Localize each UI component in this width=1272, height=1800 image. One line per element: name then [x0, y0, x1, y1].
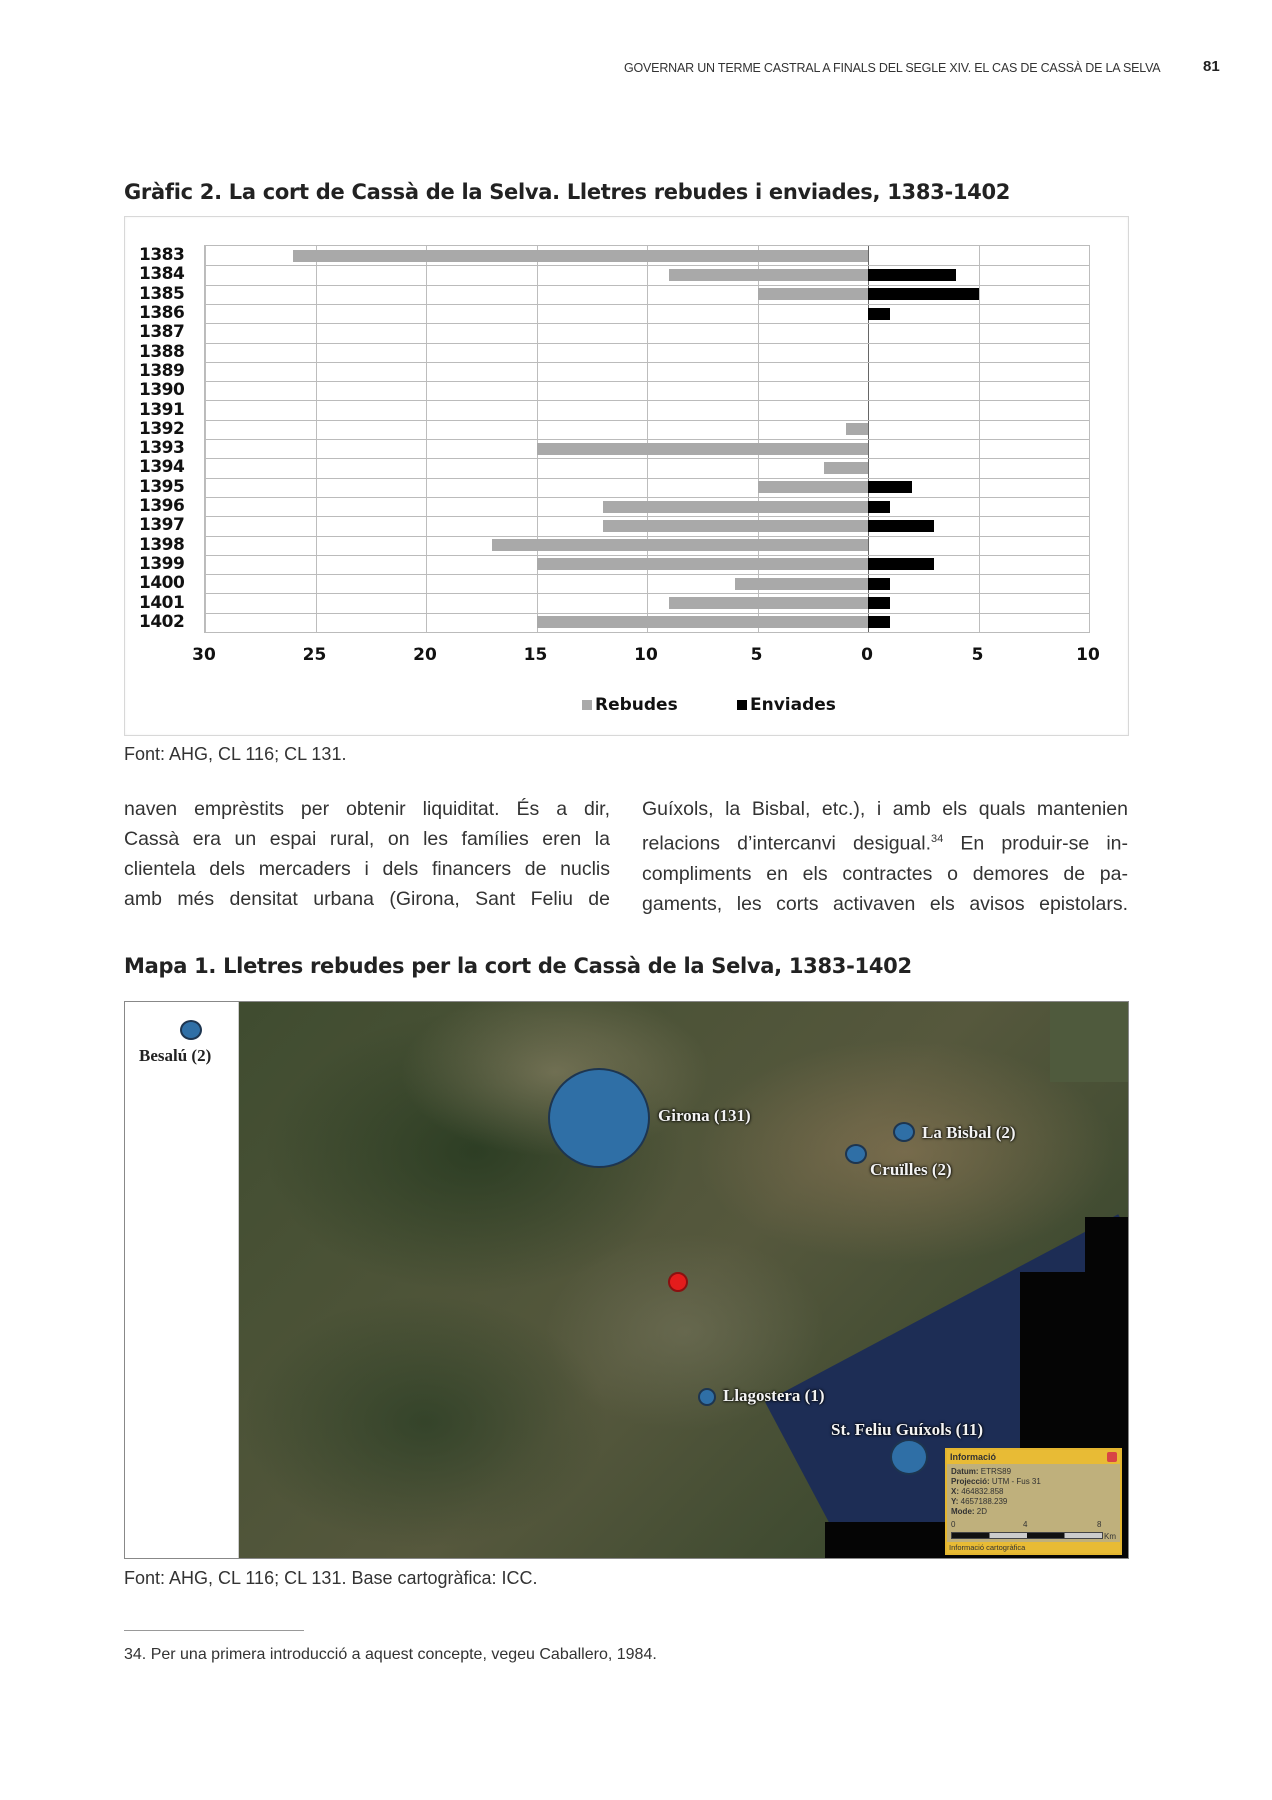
- bar-enviades-1384: [868, 269, 956, 281]
- x-tick-label: 25: [302, 645, 327, 665]
- legend-item-rebudes: [582, 695, 678, 715]
- bar-rebudes-1384: [669, 269, 868, 281]
- gridline-horizontal: [205, 439, 1089, 440]
- marker-girona[interactable]: [548, 1068, 650, 1168]
- x-coord-label: X:: [951, 1487, 959, 1496]
- bar-rebudes-1392: [846, 423, 868, 435]
- bar-rebudes-1393: [537, 443, 869, 455]
- marker-st-feliu-guixols[interactable]: [890, 1439, 928, 1475]
- gridline-horizontal: [205, 285, 1089, 286]
- bar-enviades-1402: [868, 616, 890, 628]
- y-tick-label: 1392: [139, 418, 185, 439]
- datum-label: Datum:: [951, 1467, 979, 1476]
- bar-rebudes-1402: [537, 616, 869, 628]
- y-tick-label: 1388: [139, 341, 185, 362]
- gridline-horizontal: [205, 593, 1089, 594]
- gridline-horizontal: [205, 497, 1089, 498]
- gridline-horizontal: [205, 323, 1089, 324]
- x-tick-label: 0: [861, 645, 873, 665]
- x-tick-label: 20: [413, 645, 437, 665]
- bar-rebudes-1400: [735, 578, 868, 590]
- label-la-bisbal: La Bisbal (2): [922, 1123, 1016, 1142]
- info-panel-title: Informació: [950, 1452, 997, 1462]
- y-tick-label: 1397: [139, 515, 185, 536]
- label-cruilles: Cruïlles (2): [870, 1160, 952, 1179]
- scale-unit: Km: [1104, 1532, 1116, 1541]
- gridline-horizontal: [205, 420, 1089, 421]
- y-tick-label: 1399: [139, 553, 185, 574]
- body-column-right: [642, 794, 1128, 919]
- scale-tick: 0: [951, 1520, 956, 1529]
- running-head: GOVERNAR UN TERME CASTRAL A FINALS DEL SEGLE XIV. EL CAS DE CASSÀ DE LA SELVA: [624, 61, 1161, 75]
- bar-rebudes-1399: [537, 558, 869, 570]
- info-panel-body: [947, 1464, 1120, 1520]
- y-tick-label: 1398: [139, 534, 185, 555]
- bar-enviades-1397: [868, 520, 934, 532]
- bar-enviades-1385: [868, 288, 979, 300]
- marker-la-bisbal[interactable]: [893, 1122, 915, 1142]
- satellite-map: [124, 1001, 1129, 1559]
- y-tick-label: 1401: [139, 592, 185, 613]
- y-tick-label: 1387: [139, 322, 185, 343]
- gridline-horizontal: [205, 343, 1089, 344]
- y-tick-label: 1384: [139, 264, 185, 285]
- body-line: compliments en els contractes o demores de pa-: [642, 862, 1128, 885]
- bar-enviades-1400: [868, 578, 890, 590]
- body-line: gaments, les corts activaven els avisos epistolars.: [642, 892, 1128, 915]
- bar-rebudes-1398: [492, 539, 868, 551]
- bar-enviades-1399: [868, 558, 934, 570]
- legend-label-enviades: Enviades: [750, 695, 836, 715]
- y-tick-label: 1395: [139, 476, 185, 497]
- footnote-divider: [124, 1630, 304, 1631]
- x-tick-label: 10: [634, 645, 658, 665]
- x-tick-label: 5: [971, 645, 984, 665]
- body-column-left: [124, 794, 610, 914]
- footnote: 34. Per una primera introducció a aquest concepte, vegeu Caballero, 1984.: [124, 1646, 657, 1663]
- datum-value: ETRS89: [980, 1467, 1012, 1476]
- y-tick-label: 1393: [139, 438, 185, 459]
- close-icon[interactable]: [1107, 1452, 1117, 1462]
- body-line: Guíxols, la Bisbal, etc.), i amb els quals mantenien: [642, 798, 1128, 820]
- y-tick-label: 1390: [139, 380, 185, 401]
- y-tick-label: 1396: [139, 496, 185, 517]
- gridline-horizontal: [205, 381, 1089, 382]
- y-coord-value: 4657188.239: [960, 1497, 1008, 1506]
- gridline-horizontal: [205, 304, 1089, 305]
- body-text: En produir-se in-: [943, 832, 1128, 855]
- marker-cassa-de-la-selva[interactable]: [668, 1272, 688, 1292]
- marker-cruilles[interactable]: [845, 1144, 867, 1164]
- bar-rebudes-1385: [758, 288, 869, 300]
- body-line: amb més densitat urbana (Girona, Sant Feliu de: [124, 888, 610, 910]
- body-text: relacions d’intercanvi desigual.: [642, 832, 932, 855]
- bar-enviades-1396: [868, 501, 890, 513]
- gridline-horizontal: [205, 265, 1089, 266]
- bar-rebudes-1383: [293, 250, 868, 262]
- scale-bar: [951, 1520, 1116, 1542]
- marker-llagostera[interactable]: [698, 1388, 716, 1406]
- scale-tick: 4: [1023, 1520, 1028, 1529]
- projection-value: UTM - Fus 31: [991, 1477, 1041, 1486]
- gridline-horizontal: [205, 516, 1089, 517]
- plot-area: [204, 245, 1090, 633]
- legend-swatch-enviades: [737, 700, 747, 710]
- legend-item-enviades: [737, 695, 836, 715]
- label-llagostera: Llagostera (1): [723, 1386, 825, 1405]
- y-tick-label: 1394: [139, 457, 185, 478]
- body-line: Cassà era un espai rural, on les famílies eren la: [124, 828, 610, 850]
- bar-rebudes-1401: [669, 597, 868, 609]
- bar-rebudes-1395: [758, 481, 869, 493]
- gridline-vertical: [1089, 246, 1090, 632]
- info-panel-header: [947, 1450, 1120, 1464]
- bar-rebudes-1394: [824, 462, 868, 474]
- y-coord-label: Y:: [951, 1497, 959, 1506]
- x-tick-label: 30: [192, 645, 216, 665]
- gridline-horizontal: [205, 458, 1089, 459]
- gridline-horizontal: [205, 613, 1089, 614]
- map-title: Mapa 1. Lletres rebudes per la cort de Cassà de la Selva, 1383-1402: [124, 954, 912, 978]
- x-coord-value: 464832.858: [961, 1487, 1004, 1496]
- y-tick-label: 1389: [139, 360, 185, 381]
- info-panel-footer: Informació cartogràfica: [947, 1542, 1120, 1553]
- y-tick-label: 1400: [139, 573, 185, 594]
- gridline-horizontal: [205, 574, 1089, 575]
- x-tick-label: 5: [750, 645, 763, 665]
- bar-enviades-1401: [868, 597, 890, 609]
- x-tick-label: 10: [1076, 645, 1100, 665]
- bar-chart: [124, 216, 1129, 736]
- bar-rebudes-1396: [603, 501, 868, 513]
- mode-value: 2D: [976, 1507, 988, 1516]
- legend-swatch-rebudes: [582, 700, 592, 710]
- map-source: Font: AHG, CL 116; CL 131. Base cartogràfica: ICC.: [124, 1568, 538, 1588]
- label-besalu: Besalú (2): [139, 1046, 212, 1065]
- footnote-ref[interactable]: 34: [931, 833, 944, 845]
- bar-enviades-1395: [868, 481, 912, 493]
- label-st-feliu-guixols: St. Feliu Guíxols (11): [831, 1420, 984, 1439]
- y-tick-label: 1385: [139, 283, 185, 304]
- mode-label: Mode:: [951, 1507, 975, 1516]
- y-tick-label: 1383: [139, 245, 185, 266]
- projection-label: Projecció:: [951, 1477, 990, 1486]
- y-tick-label: 1402: [139, 611, 185, 632]
- land-area: [1050, 1002, 1129, 1082]
- page-number: 81: [1203, 58, 1220, 75]
- scale-bar-graphic: [951, 1532, 1103, 1539]
- x-tick-label: 15: [523, 645, 548, 665]
- bar-rebudes-1397: [603, 520, 868, 532]
- scale-tick: 8: [1097, 1520, 1102, 1529]
- label-girona: Girona (131): [658, 1106, 751, 1125]
- gridline-horizontal: [205, 400, 1089, 401]
- body-line: [642, 824, 1128, 859]
- body-line: naven emprèstits per obtenir liquiditat. És a dir,: [124, 798, 610, 820]
- legend-label-rebudes: Rebudes: [595, 695, 678, 715]
- gridline-horizontal: [205, 362, 1089, 363]
- bar-enviades-1386: [868, 308, 890, 320]
- body-line: clientela dels mercaders i dels financers de nuclis: [124, 858, 610, 880]
- gridline-horizontal: [205, 478, 1089, 479]
- gridline-horizontal: [205, 536, 1089, 537]
- chart-title: Gràfic 2. La cort de Cassà de la Selva. Lletres rebudes i enviades, 1383-1402: [124, 180, 1011, 204]
- y-tick-label: 1386: [139, 303, 185, 324]
- map-side-panel: [125, 1002, 239, 1558]
- chart-source: Font: AHG, CL 116; CL 131.: [124, 744, 347, 764]
- gridline-horizontal: [205, 555, 1089, 556]
- y-tick-label: 1391: [139, 399, 185, 420]
- marker-besalu[interactable]: [180, 1020, 202, 1040]
- map-info-panel: [945, 1448, 1122, 1555]
